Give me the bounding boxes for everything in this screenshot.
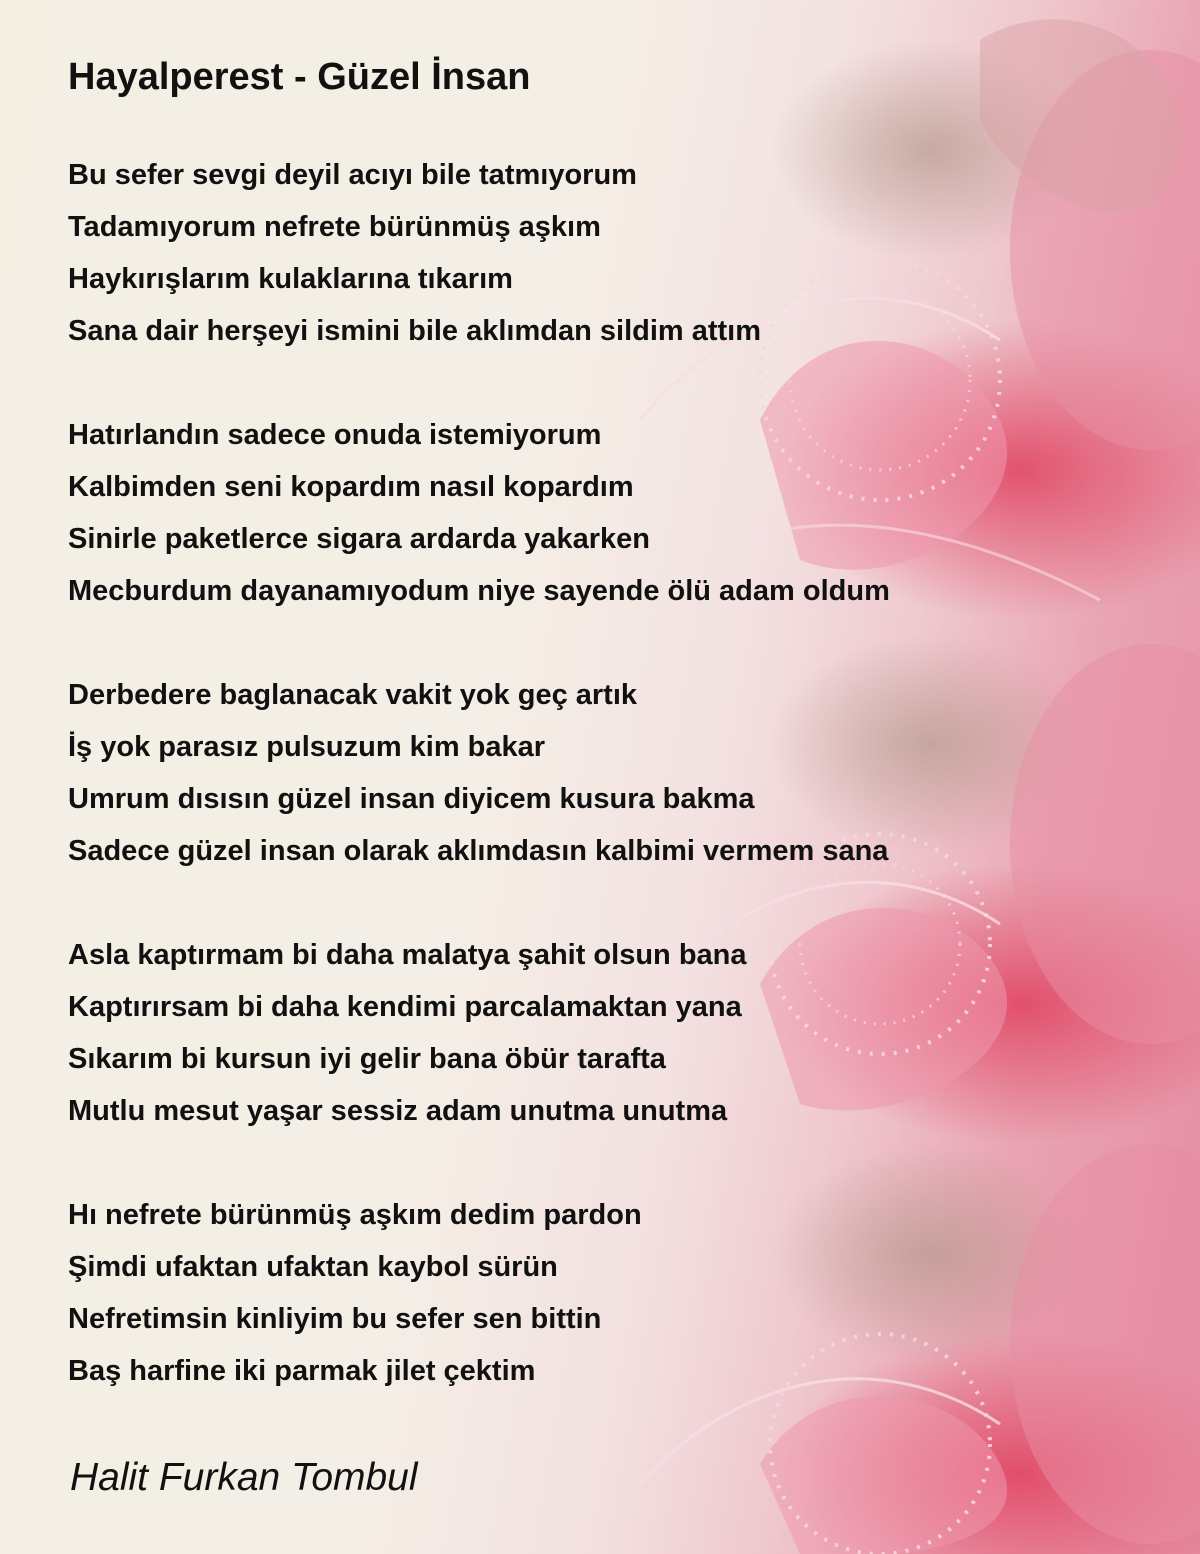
poem-line: Sıkarım bi kursun iyi gelir bana öbür tarafta bbox=[68, 1043, 666, 1075]
poem-line: Umrum dısısın güzel insan diyicem kusura bakma bbox=[68, 783, 755, 815]
poem-author: Halit Furkan Tombul bbox=[70, 1456, 418, 1499]
poem-line: Mecburdum dayanamıyodum niye sayende ölü adam oldum bbox=[68, 575, 890, 607]
poem-line: Kalbimden seni kopardım nasıl kopardım bbox=[68, 471, 634, 503]
poem-line: Sana dair herşeyi ismini bile aklımdan sildim attım bbox=[68, 315, 762, 347]
poem-line: Nefretimsin kinliyim bu sefer sen bittin bbox=[68, 1303, 602, 1335]
poem-line: Hatırlandın sadece onuda istemiyorum bbox=[68, 419, 602, 451]
poem-line: Haykırışlarım kulaklarına tıkarım bbox=[68, 263, 513, 295]
poem-line: Asla kaptırmam bi daha malatya şahit olsun bana bbox=[68, 939, 747, 971]
poem-line: Mutlu mesut yaşar sessiz adam unutma unutma bbox=[68, 1095, 728, 1127]
poem-line: Sinirle paketlerce sigara ardarda yakarken bbox=[68, 523, 650, 555]
poem-line: Hı nefrete bürünmüş aşkım dedim pardon bbox=[68, 1199, 642, 1231]
poem-line: Şimdi ufaktan ufaktan kaybol sürün bbox=[68, 1251, 558, 1283]
poem-line: Derbedere baglanacak vakit yok geç artık bbox=[68, 679, 638, 711]
poem-title: Hayalperest - Güzel İnsan bbox=[68, 56, 531, 98]
poem-line: Tadamıyorum nefrete bürünmüş aşkım bbox=[68, 211, 601, 243]
poem-line: Sadece güzel insan olarak aklımdasın kalbimi vermem sana bbox=[68, 835, 889, 867]
poem-line: Kaptırırsam bi daha kendimi parcalamaktan yana bbox=[68, 991, 742, 1023]
poem-line: İş yok parasız pulsuzum kim bakar bbox=[68, 731, 546, 763]
poem-line: Baş harfine iki parmak jilet çektim bbox=[68, 1355, 536, 1387]
poem-line: Bu sefer sevgi deyil acıyı bile tatmıyorum bbox=[68, 159, 637, 191]
